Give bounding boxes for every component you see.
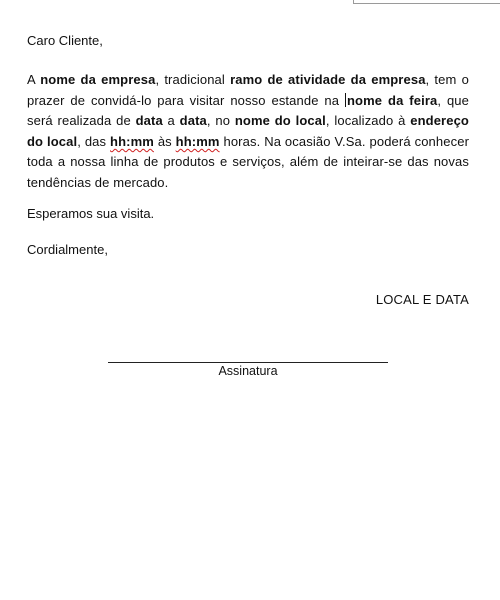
date-end-placeholder: data bbox=[179, 113, 207, 129]
time-end-placeholder: hh:mm bbox=[175, 133, 220, 149]
time-start-placeholder: hh:mm bbox=[110, 133, 154, 149]
text-run: , localizado à bbox=[325, 113, 411, 129]
text-cursor bbox=[345, 93, 346, 107]
text-run: às bbox=[153, 133, 176, 149]
location-date[interactable]: LOCAL E DATA bbox=[375, 292, 469, 307]
page-corner-frame bbox=[353, 0, 500, 4]
greeting[interactable]: Caro Cliente, bbox=[27, 33, 103, 48]
business-field-placeholder: ramo de atividade da empresa bbox=[230, 72, 426, 87]
text-run: , no bbox=[206, 113, 235, 129]
text-run: , que será realizada de bbox=[27, 92, 470, 129]
company-name-placeholder: nome da empresa bbox=[40, 72, 156, 87]
letter-body[interactable] bbox=[27, 32, 469, 259]
text-run: a bbox=[162, 113, 180, 129]
venue-name-placeholder: nome do local bbox=[234, 113, 326, 129]
text-run: A bbox=[27, 72, 41, 87]
invitation-paragraph[interactable] bbox=[27, 70, 469, 194]
closing-line[interactable]: Esperamos sua visita. bbox=[27, 205, 155, 221]
venue-address-placeholder: endereço do local bbox=[27, 113, 469, 149]
text-run: , tem o prazer de convidá-lo para visitar nosso estande na bbox=[27, 72, 469, 108]
sign-off[interactable]: Cordialmente, bbox=[27, 241, 108, 257]
date-start-placeholder: data bbox=[135, 113, 163, 129]
text-run: , tradicional bbox=[155, 72, 231, 87]
signature-label[interactable]: Assinatura bbox=[218, 364, 278, 378]
text-run: horas. Na ocasião V.Sa. poderá conhecer toda a nossa linha de produtos e serviços, além de inteirar-se das novas tendências de mercado. bbox=[27, 133, 470, 190]
fair-name-placeholder: nome da feira bbox=[347, 92, 438, 108]
text-run: , das bbox=[77, 133, 111, 149]
